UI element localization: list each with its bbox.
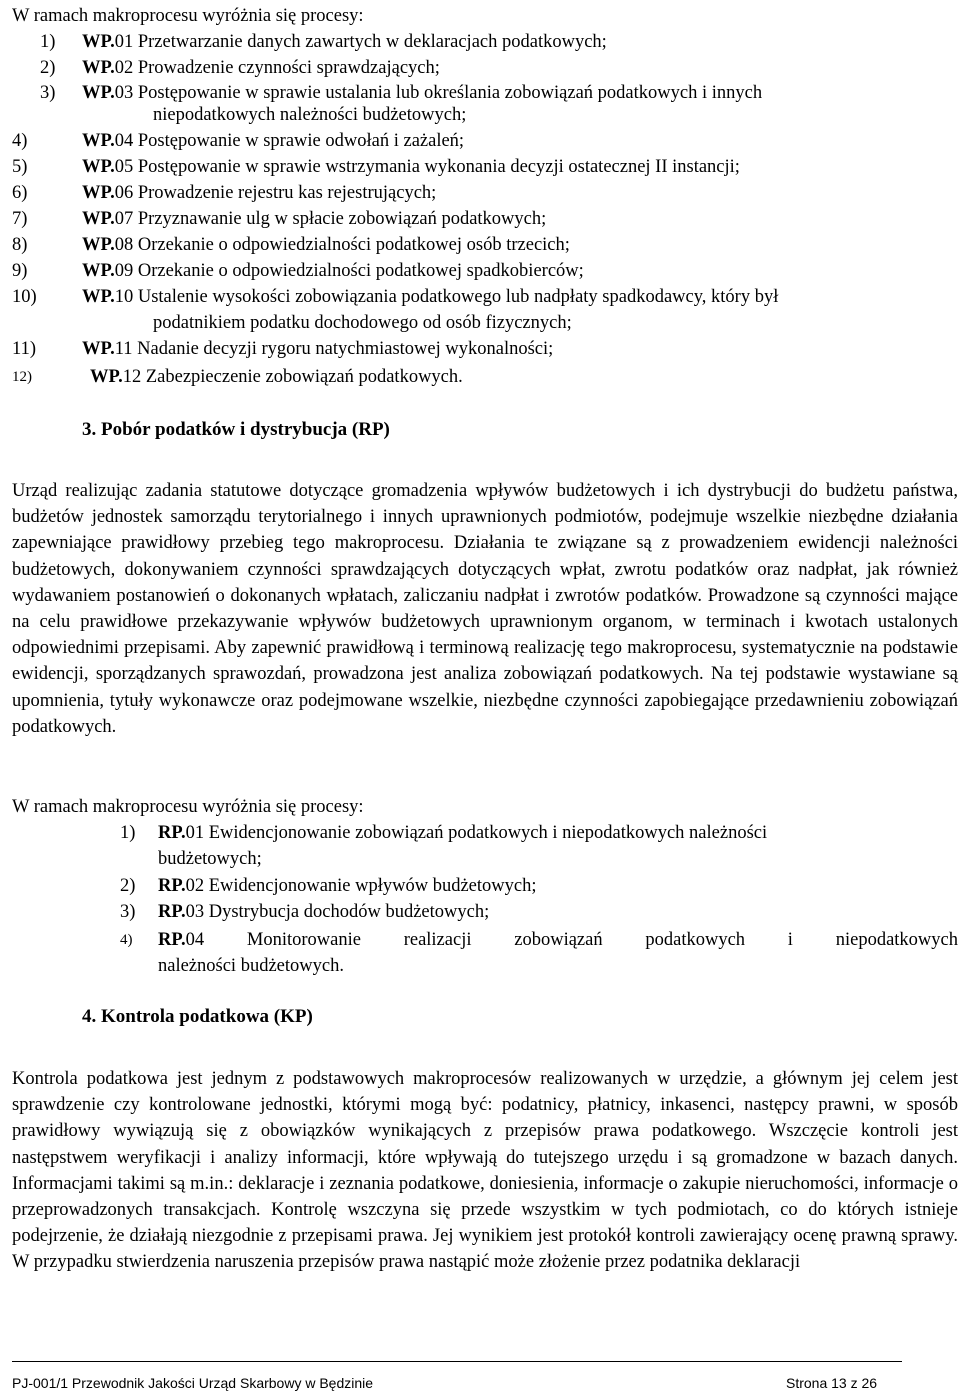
process-label: 08 Orzekanie o odpowiedzialności podatkowej osób trzecich; <box>114 235 570 255</box>
item-number: 2) <box>40 58 56 78</box>
process-label-continuation: budżetowych; <box>158 849 262 869</box>
process-label: 04 Monitorowanie realizacji zobowiązań podatkowych i niepodatkowych <box>185 930 958 950</box>
process-label-continuation: podatnikiem podatku dochodowego od osób fizycznych; <box>153 313 572 333</box>
process-code: WP. <box>82 157 115 177</box>
process-label: 10 Ustalenie wysokości zobowiązania podatkowego lub nadpłaty spadkodawcy, który był <box>114 287 779 307</box>
process-label: 09 Orzekanie o odpowiedzialności podatkowej spadkobierców; <box>114 261 584 281</box>
process-label-continuation: niepodatkowych należności budżetowych; <box>153 105 467 125</box>
rp-paragraph: Urząd realizując zadania statutowe dotyczące gromadzenia wpływów budżetowych i ich dystrybucji do budżetu państwa, budżetów jednostek samorządu terytorialnego i innych uprawnionych podmiotów, podejmuje wszelkie niezbędne działania zapewniające prawidłowy przebieg tego makroprocesu. Działania te związane są z prowadzeniem ewidencji należności budżetowych, dokonywaniem czynności sprawdzających dotyczących wpłat, zwrotu podatków oraz nadpłat, jak również wydawaniem postanowień o dokonanych wpłatach, zaliczaniu nadpłat i zwrotów podatków. Prowadzone są czynności mające na celu prawidłowe przekazywanie wpływów budżetowych uprawnionym organom, w terminach i kwotach ustalonych odpowiednimi przepisami. Aby zapewnić prawidłową i terminową realizację tego makroprocesu, systematycznie na podstawie ewidencji, sporządzanych sprawozdań, prowadzona jest analiza zobowiązań podatkowych. Na tej podstawie wystawiane są upomnienia, tytuły wykonawcze oraz podejmowane wszelkie, niezbędne czynności zapobiegające przedawnieniu zobowiązań podatkowych. <box>12 481 958 737</box>
process-code: WP. <box>82 339 115 359</box>
footer-page-number: Strona 13 z 26 <box>786 1375 878 1391</box>
list-item <box>0 30 960 54</box>
list-item <box>0 900 960 924</box>
list-item <box>0 337 960 361</box>
footer-divider <box>12 1361 902 1362</box>
process-label-continuation: należności budżetowych. <box>158 956 344 976</box>
section-heading-rp: 3. Pobór podatków i dystrybucja (RP) <box>82 419 390 440</box>
process-code: WP. <box>82 131 115 151</box>
process-label: 02 Ewidencjonowanie wpływów budżetowych; <box>185 876 537 896</box>
item-number: 4) <box>120 932 133 948</box>
list-item <box>0 155 960 179</box>
item-number: 8) <box>12 235 28 255</box>
process-label: 01 Ewidencjonowanie zobowiązań podatkowych i niepodatkowych należności <box>185 823 768 843</box>
process-label: 01 Przetwarzanie danych zawartych w deklaracjach podatkowych; <box>114 32 607 52</box>
item-number: 1) <box>120 823 136 843</box>
process-label: 03 Postępowanie w sprawie ustalania lub określania zobowiązań podatkowych i innych <box>114 83 763 103</box>
process-label: 06 Prowadzenie rejestru kas rejestrujących; <box>114 183 437 203</box>
list-item <box>0 874 960 898</box>
list-item <box>0 81 960 105</box>
process-label: 07 Przyznawanie ulg w spłacie zobowiązań podatkowych; <box>114 209 547 229</box>
process-code: WP. <box>82 235 115 255</box>
list-item <box>0 928 960 952</box>
list-item <box>0 285 960 309</box>
list-item <box>0 56 960 80</box>
process-code: WP. <box>82 58 115 78</box>
list-item <box>0 259 960 283</box>
item-number: 11) <box>12 339 36 359</box>
process-label: 04 Postępowanie w sprawie odwołań i zażaleń; <box>114 131 465 151</box>
item-number: 1) <box>40 32 56 52</box>
process-code: WP. <box>82 83 115 103</box>
process-code: WP. <box>90 367 123 387</box>
list-item <box>0 181 960 205</box>
item-number: 5) <box>12 157 28 177</box>
kp-paragraph: Kontrola podatkowa jest jednym z podstawowych makroprocesów realizowanych w urzędzie, a głównym jej celem jest sprawdzenie czy kontrolowane jednostki, którymi mogą być: podatnicy, płatnicy, inkasenci, następcy prawni, w sposób prawidłowy wywiązują się z obowiązków wynikających z przepisów prawa podatkowego. Wszczęcie kontroli jest następstwem weryfikacji i analizy informacji, które wpływają do tutejszego urzędu i są gromadzone w bazach danych. Informacjami takimi są m.in.: deklaracje i zeznania podatkowe, doniesienia, informacje o zakupie nieruchomości, informacje o przeprowadzonych transakcjach. Kontrolę wszczyna się przede wszystkim w tych podmiotach, co do których istnieje podejrzenie, że działają niezgodnie z przepisami prawa. Jej wynikiem jest protokół kontroli zawierający ocenę prawną sprawy. W przypadku stwierdzenia naruszenia przepisów prawa nastąpić może złożenie przez podatnika deklaracji <box>12 1069 958 1273</box>
wp-intro: W ramach makroprocesu wyróżnia się procesy: <box>12 6 364 26</box>
item-number: 3) <box>40 83 56 103</box>
list-item <box>0 233 960 257</box>
process-code: RP. <box>158 823 186 843</box>
item-number: 6) <box>12 183 28 203</box>
item-number: 10) <box>12 287 37 307</box>
process-line <box>158 928 958 952</box>
item-number: 2) <box>120 876 136 896</box>
process-label: 02 Prowadzenie czynności sprawdzających; <box>114 58 440 78</box>
process-code: WP. <box>82 183 115 203</box>
list-item <box>0 821 960 845</box>
process-label: 05 Postępowanie w sprawie wstrzymania wykonania decyzji ostatecznej II instancji; <box>114 157 740 177</box>
item-number: 7) <box>12 209 28 229</box>
process-code: WP. <box>82 32 115 52</box>
item-number: 12) <box>12 369 32 385</box>
item-number: 9) <box>12 261 28 281</box>
rp-intro: W ramach makroprocesu wyróżnia się procesy: <box>12 797 364 817</box>
footer-document-title: PJ-001/1 Przewodnik Jakości Urząd Skarbowy w Będzinie <box>12 1375 374 1391</box>
process-code: WP. <box>82 287 115 307</box>
process-code: RP. <box>158 876 186 896</box>
list-item <box>0 207 960 231</box>
list-item <box>0 129 960 153</box>
process-code: RP. <box>158 930 186 950</box>
process-code: RP. <box>158 902 186 922</box>
list-item <box>0 365 960 389</box>
item-number: 3) <box>120 902 136 922</box>
process-label: 03 Dystrybucja dochodów budżetowych; <box>185 902 490 922</box>
section-heading-kp: 4. Kontrola podatkowa (KP) <box>82 1006 313 1027</box>
process-label: 11 Nadanie decyzji rygoru natychmiastowej wykonalności; <box>114 339 554 359</box>
process-code: WP. <box>82 209 115 229</box>
process-code: WP. <box>82 261 115 281</box>
item-number: 4) <box>12 131 28 151</box>
process-label: 12 Zabezpieczenie zobowiązań podatkowych. <box>122 367 463 387</box>
